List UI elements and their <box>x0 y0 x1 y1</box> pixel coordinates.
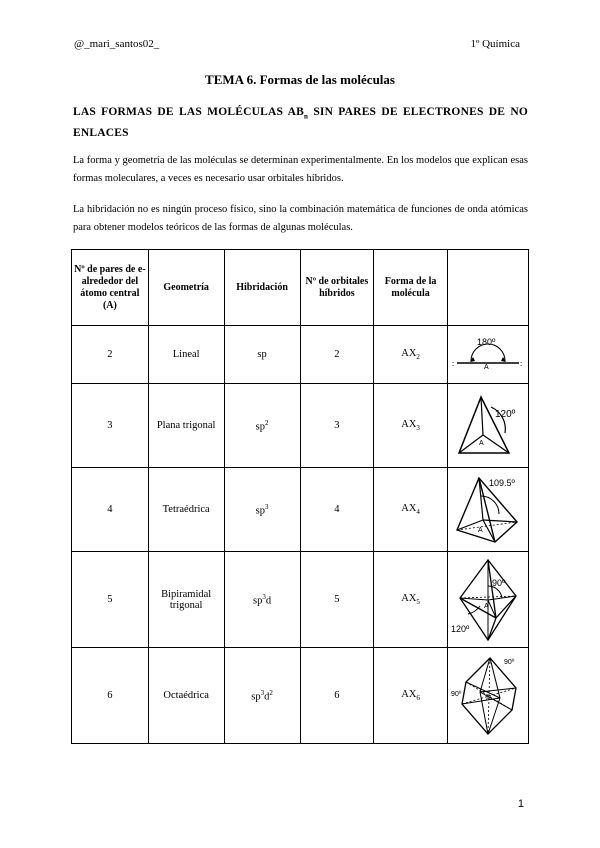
svg-text:90º: 90º <box>503 658 515 666</box>
cell-diagram <box>447 326 528 384</box>
linear-geometry-diagram <box>451 335 525 375</box>
cell-pairs: 6 <box>72 648 149 744</box>
svg-text:120º: 120º <box>450 623 470 634</box>
cell-form: $AX_2$ <box>374 326 448 384</box>
svg-text:109.5º: 109.5º <box>488 477 515 488</box>
author-handle: @_mari_santos02_ <box>74 38 160 50</box>
cell-diagram <box>447 384 528 468</box>
table-row <box>72 552 529 648</box>
octahedral-diagram <box>450 652 526 740</box>
cell-hybridization: sp <box>224 326 300 384</box>
header-geometry: Geometría <box>148 250 224 326</box>
svg-text:90º: 90º <box>491 577 506 588</box>
header-diagram <box>447 250 528 326</box>
page-title: TEMA 6. Formas de las moléculas <box>205 72 395 87</box>
cell-geometry: Plana trigonal <box>148 384 224 468</box>
svg-text:A: A <box>485 695 490 702</box>
header-form: Forma de la molécula <box>374 250 448 326</box>
cell-diagram <box>447 648 528 744</box>
section-heading: LAS FORMAS DE LAS MOLÉCULAS $AB_n$ SIN PARES DE ELECTRONES DE NO ENLACES <box>73 106 528 140</box>
trigonal-bipyramidal-diagram <box>450 556 526 644</box>
svg-text:A: A <box>483 602 489 610</box>
cell-pairs: 2 <box>72 326 149 384</box>
cell-diagram <box>447 552 528 648</box>
table-row <box>72 326 529 384</box>
cell-orbitals: 3 <box>300 384 374 468</box>
paragraph-2: La hibridación no es ningún proceso físico, sino la combinación matemática de funciones de onda atómicas para obtener modelos teóricos de las formas de algunas moléculas. <box>73 204 528 233</box>
cell-hybridization: $sp^3d$ <box>224 552 300 648</box>
cell-form: $AX_6$ <box>374 648 448 744</box>
cell-hybridization: $sp^2$ <box>224 384 300 468</box>
cell-form: $AX_5$ <box>374 552 448 648</box>
cell-orbitals: 4 <box>300 468 374 552</box>
cell-hybridization: $sp^3$ <box>224 468 300 552</box>
trigonal-planar-diagram <box>451 389 525 463</box>
cell-pairs: 4 <box>72 468 149 552</box>
cell-form: $AX_3$ <box>374 384 448 468</box>
svg-text:A: A <box>483 363 489 371</box>
svg-text:A: A <box>477 526 483 534</box>
table-row <box>72 648 529 744</box>
svg-text:90º: 90º <box>450 690 462 698</box>
cell-geometry: Lineal <box>148 326 224 384</box>
cell-orbitals: 5 <box>300 552 374 648</box>
cell-geometry: Tetraédrica <box>148 468 224 552</box>
cell-geometry: Bipiramidal trigonal <box>148 552 224 648</box>
tetrahedral-diagram <box>451 472 525 548</box>
cell-orbitals: 2 <box>300 326 374 384</box>
cell-diagram <box>447 468 528 552</box>
header-hybridization: Hibridación <box>224 250 300 326</box>
paragraph-1: La forma y geometría de las moléculas se determinan experimentalmente. En los modelos que explican esas formas moleculares, a veces es necesario usar orbitales híbridos. <box>73 155 528 184</box>
svg-text:180º: 180º <box>476 336 496 347</box>
table-row <box>72 384 529 468</box>
course-label: 1º Química <box>470 38 520 50</box>
header-pairs: Nº de pares de e- alrededor del átomo central (A) <box>72 250 149 326</box>
svg-text::: : <box>451 358 455 368</box>
cell-pairs: 3 <box>72 384 149 468</box>
header-orbitals: Nº de orbitales híbridos <box>300 250 374 326</box>
cell-hybridization: $sp^3d^2$ <box>224 648 300 744</box>
svg-text:120º: 120º <box>494 408 516 420</box>
cell-geometry: Octaédrica <box>148 648 224 744</box>
svg-text::: : <box>519 358 523 368</box>
table-header-row <box>72 250 529 326</box>
cell-form: $AX_4$ <box>374 468 448 552</box>
cell-pairs: 5 <box>72 552 149 648</box>
hybridization-table <box>71 249 529 744</box>
table-row <box>72 468 529 552</box>
page-number: 1 <box>517 798 524 810</box>
svg-text:A: A <box>478 439 484 447</box>
cell-orbitals: 6 <box>300 648 374 744</box>
